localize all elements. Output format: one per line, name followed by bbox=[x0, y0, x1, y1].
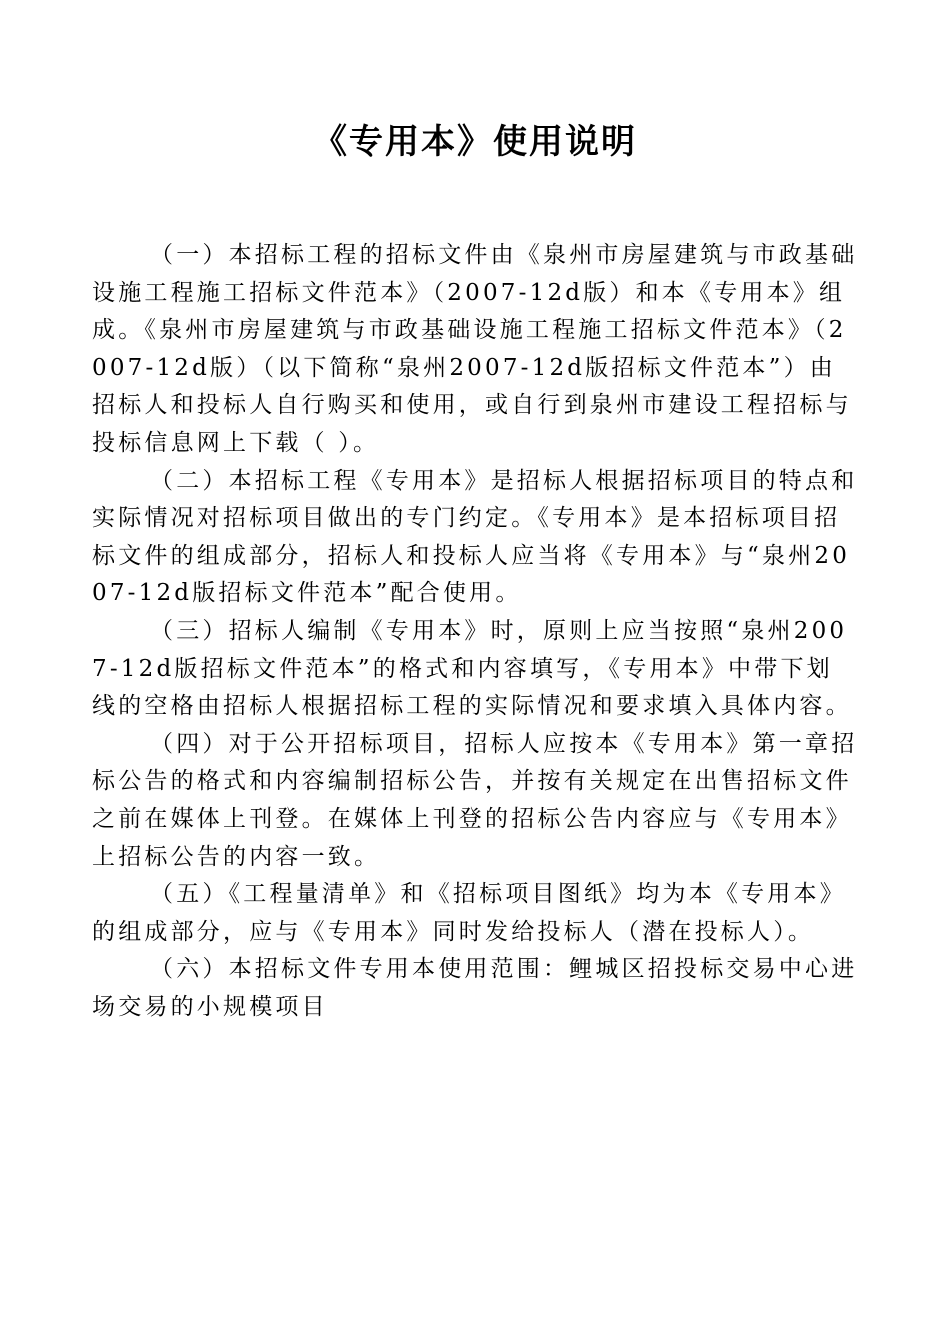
paragraph-3: （三）招标人编制《专用本》时，原则上应当按照“泉州2007-12d版招标文件范本”的格式和内容填写，《专用本》中带下划线的空格由招标人根据招标工程的实际情况和要求填入具体内容。 bbox=[92, 617, 852, 720]
paragraph-6: （六）本招标文件专用本使用范围：鲤城区招投标交易中心进场交易的小规模项目 bbox=[92, 956, 858, 1020]
document-body bbox=[92, 237, 858, 1026]
paragraph-5: （五）《工程量清单》和《招标项目图纸》均为本《专用本》的组成部分，应与《专用本》同时发给投标人（潜在投标人）。 bbox=[92, 881, 846, 945]
paragraph-1: （一）本招标工程的招标文件由《泉州市房屋建筑与市政基础设施工程施工招标文件范本》（2007-12d版）和本《专用本》组成。《泉州市房屋建筑与市政基础设施工程施工招标文件范本》（2007-12d版）（以下简称“泉州2007-12d版招标文件范本”）由招标人和投标人自行购买和使用，或自行到泉州市建设工程招标与投标信息网上下载（ ）。 bbox=[92, 242, 858, 456]
page-title: 《专用本》使用说明 bbox=[313, 122, 637, 162]
paragraph-2: （二）本招标工程《专用本》是招标人根据招标项目的特点和实际情况对招标项目做出的专门约定。《专用本》是本招标项目招标文件的组成部分，招标人和投标人应当将《专用本》与“泉州2007-12d版招标文件范本”配合使用。 bbox=[92, 467, 858, 607]
paragraph-4: （四）对于公开招标项目，招标人应按本《专用本》第一章招标公告的格式和内容编制招标公告，并按有关规定在出售招标文件之前在媒体上刊登。在媒体上刊登的招标公告内容应与《专用本》上招标公告的内容一致。 bbox=[92, 730, 858, 870]
